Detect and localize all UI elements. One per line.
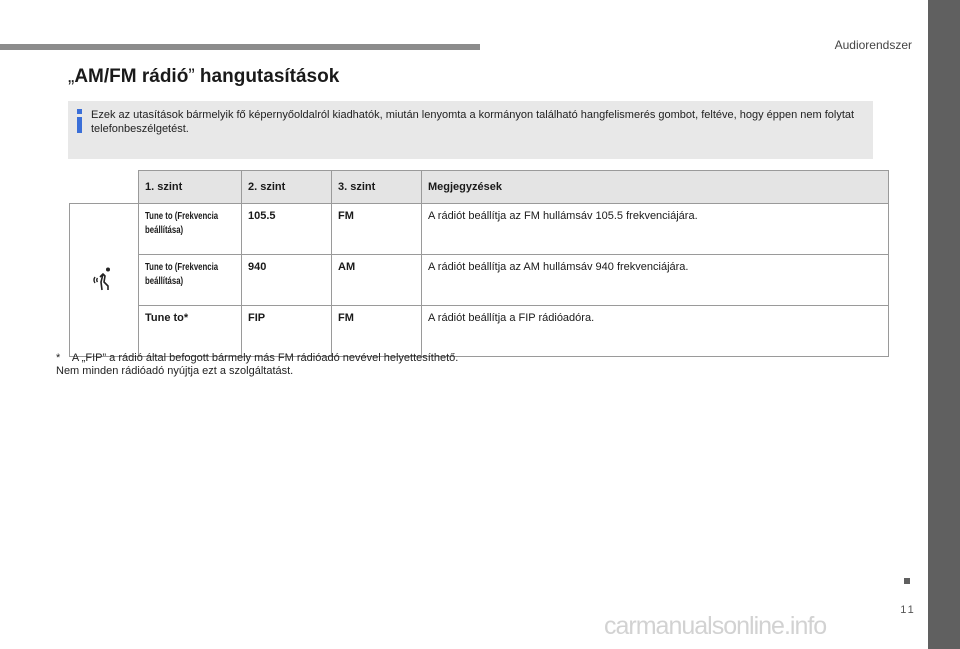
voice-command-table [69, 170, 889, 357]
title-main: AM/FM rádió [74, 66, 189, 87]
header-level2: 2. szint [242, 171, 332, 204]
header-notes: Megjegyzések [422, 171, 889, 204]
page-title [68, 66, 339, 88]
info-icon [76, 109, 84, 133]
table-row [70, 306, 889, 357]
row1-level2: 105.5 [242, 204, 332, 255]
header-blank-cell [70, 171, 139, 204]
table-row [70, 255, 889, 306]
watermark: carmanualsonline.info [604, 612, 827, 640]
voice-command-icon [91, 266, 117, 292]
footnote-line-1: * A „FIP” a rádió által befogott bármely más FM rádióadó nevével helyettesíthető. [56, 352, 459, 364]
row1-level3: FM [332, 204, 422, 255]
row3-level2: FIP [242, 306, 332, 357]
info-box [68, 101, 873, 159]
footnote-line-2: Nem minden rádióadó nyújtja ezt a szolgáltatást. [56, 365, 294, 377]
side-tab-strip [928, 0, 960, 649]
section-title: Audiorendszer [834, 38, 912, 52]
table-header-row [70, 171, 889, 204]
footnote [56, 352, 458, 378]
row3-level1: Tune to* [139, 306, 242, 357]
title-rest: hangutasítások [194, 66, 340, 87]
row2-level3: AM [332, 255, 422, 306]
table-row [70, 204, 889, 255]
row2-note: A rádiót beállítja az AM hullámsáv 940 frekvenciájára. [422, 255, 889, 306]
header-level1: 1. szint [139, 171, 242, 204]
title-close-quote: ” [188, 66, 195, 87]
info-text: Ezek az utasítások bármelyik fő képernyőoldalról kiadhatók, miután lenyomta a kormányon található hangfelismerés gombot, feltéve, hogy éppen nem folytat telefonbeszélgetést. [91, 109, 855, 135]
top-rule [0, 44, 480, 50]
row3-note: A rádiót beállítja a FIP rádióadóra. [422, 306, 889, 357]
title-open-quote: „ [68, 66, 75, 87]
page-number: 11 [900, 604, 916, 616]
row2-level1: Tune to (Frekvencia beállítása) [139, 255, 242, 306]
row3-level3: FM [332, 306, 422, 357]
voice-icon-cell [70, 204, 139, 357]
row2-level2: 940 [242, 255, 332, 306]
row1-level1: Tune to (Frekvencia beállítása) [139, 204, 242, 255]
row1-note: A rádiót beállítja az FM hullámsáv 105.5 frekvenciájára. [422, 204, 889, 255]
header-level3: 3. szint [332, 171, 422, 204]
page-marker [904, 578, 910, 584]
